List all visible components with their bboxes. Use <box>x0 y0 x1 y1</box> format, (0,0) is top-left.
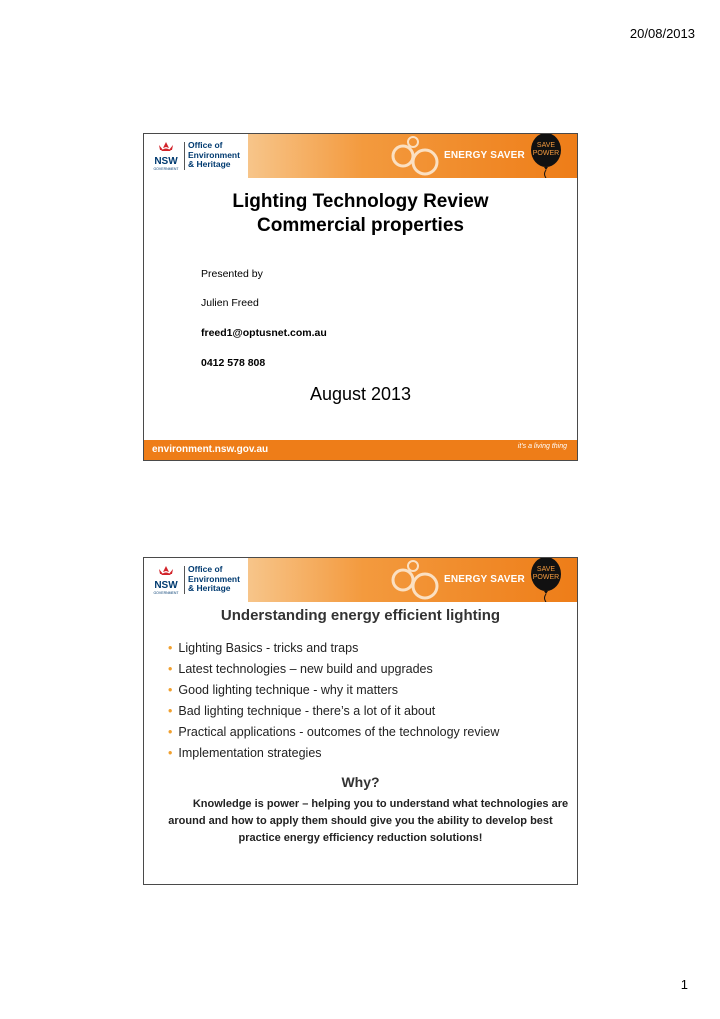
org-name <box>188 141 240 170</box>
nsw-logo-text: NSW <box>154 580 178 591</box>
logo-divider <box>184 142 185 170</box>
waratah-icon <box>149 564 183 596</box>
list-item: • Good lighting technique - why it matters <box>168 683 398 697</box>
org-line-1: Office of <box>188 140 223 150</box>
why-heading: Why? <box>341 774 380 790</box>
bullet-icon: • <box>168 662 173 676</box>
logo-divider <box>184 566 185 594</box>
slide-title <box>143 133 578 461</box>
bullet-icon: • <box>168 683 173 697</box>
title-line-2: Commercial properties <box>257 215 464 236</box>
footer-tagline: it's a living thing <box>517 443 567 450</box>
title-line-1: Lighting Technology Review <box>232 191 489 212</box>
save-power-balloon-icon <box>528 558 564 602</box>
slide-overview <box>143 557 578 885</box>
presented-by-label: Presented by <box>201 268 263 280</box>
nsw-logo <box>144 558 248 602</box>
bullet-icon: • <box>168 746 173 760</box>
page-number: 1 <box>680 977 688 992</box>
list-item: • Practical applications - outcomes of the technology review <box>168 725 500 739</box>
org-name <box>188 565 240 594</box>
svg-text:SAVE: SAVE <box>536 566 556 573</box>
slide-heading: Understanding energy efficient lighting <box>220 607 501 624</box>
org-line-3: & Heritage <box>188 583 231 593</box>
svg-text:SAVE: SAVE <box>536 142 556 149</box>
nsw-logo <box>144 134 248 178</box>
nsw-logo-subtext: GOVERNMENT <box>153 591 179 595</box>
presenter-name: Julien Freed <box>201 297 259 309</box>
list-item: • Bad lighting technique - there’s a lot of it about <box>168 704 436 718</box>
slide-title-heading <box>144 190 577 238</box>
nsw-logo-text: NSW <box>154 156 178 167</box>
slide-banner <box>144 134 577 178</box>
rings-decoration <box>389 558 449 602</box>
list-item: • Lighting Basics - tricks and traps <box>168 641 359 655</box>
presentation-date: August 2013 <box>309 384 412 404</box>
program-name: ENERGY SAVER <box>444 574 525 585</box>
nsw-logo-subtext: GOVERNMENT <box>153 167 179 171</box>
bullet-icon: • <box>168 704 173 718</box>
org-line-2: Environment <box>188 149 240 160</box>
org-line-2: Environment <box>188 573 240 584</box>
slide-footer <box>144 440 577 460</box>
bullet-icon: • <box>168 641 173 655</box>
list-item: • Latest technologies – new build and upgrades <box>168 662 433 676</box>
svg-text:POWER: POWER <box>532 150 560 157</box>
bullet-icon: • <box>168 725 173 739</box>
slide-banner <box>144 558 577 602</box>
presenter-email: freed1@optusnet.com.au <box>201 327 327 339</box>
org-line-1: Office of <box>188 564 223 574</box>
rings-decoration <box>389 134 449 178</box>
why-paragraph: Knowledge is power – helping you to understand what technologies are around and how to apply them should give you the ability to develop best practice energy efficiency reduction solutions! <box>168 798 569 844</box>
svg-text:POWER: POWER <box>532 574 560 581</box>
footer-url: environment.nsw.gov.au <box>152 444 269 455</box>
waratah-icon <box>149 140 183 172</box>
org-line-3: & Heritage <box>188 159 231 169</box>
presenter-phone: 0412 578 808 <box>201 357 266 369</box>
program-name: ENERGY SAVER <box>444 150 525 161</box>
bullet-list <box>168 638 499 764</box>
page-date: 20/08/2013 <box>629 26 695 41</box>
list-item: • Implementation strategies <box>168 746 322 760</box>
save-power-balloon-icon <box>528 134 564 178</box>
